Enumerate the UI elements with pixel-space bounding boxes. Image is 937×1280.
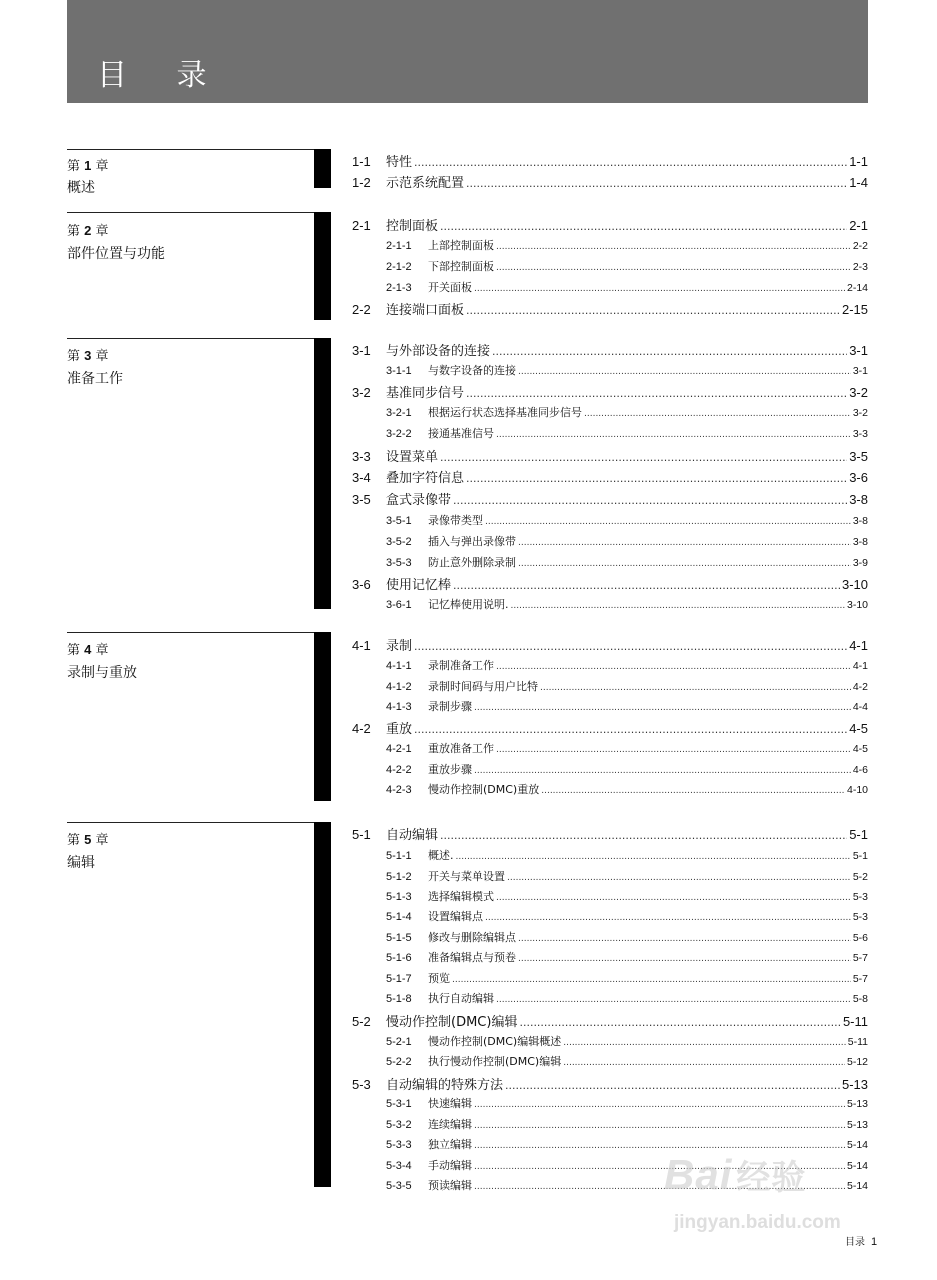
toc-entry-number: 5-1-4 (386, 911, 412, 923)
toc-entry-title: 录制 (386, 639, 413, 654)
toc-entry-number: 3-6-1 (386, 599, 412, 611)
toc-entry-page: 4-6 (852, 764, 868, 776)
toc-entry-title: 基准同步信号 (386, 386, 465, 401)
toc-entry-title: 与外部设备的连接 (386, 344, 491, 359)
toc-entry-page: 3-5 (849, 449, 868, 464)
toc-leader-dots (518, 538, 851, 548)
toc-entry-title: 执行慢动作控制(DMC)编辑 (428, 1055, 562, 1068)
toc-leader-dots (474, 766, 851, 776)
toc-subsection-entry[interactable] (386, 1095, 868, 1112)
toc-entry-page: 3-10 (846, 599, 868, 611)
toc-entry-number: 3-3 (352, 449, 371, 464)
toc-entry-title: 接通基准信号 (428, 427, 494, 440)
toc-entry-page: 3-10 (841, 577, 868, 592)
toc-entry-page: 4-2 (852, 681, 868, 693)
toc-entry-number: 4-1-3 (386, 701, 412, 713)
toc-leader-dots (496, 893, 851, 903)
toc-subsection-entry[interactable] (386, 1053, 868, 1070)
toc-entry-page: 3-6 (849, 470, 868, 485)
toc-entry-title: 录制时间码与用户比特 (428, 680, 538, 693)
toc-leader-dots (518, 559, 851, 569)
toc-entry-number: 4-1-1 (386, 660, 412, 672)
toc-subsection-entry[interactable] (386, 657, 868, 674)
toc-entry-page: 5-7 (852, 973, 868, 985)
toc-entry-number: 5-1-2 (386, 871, 412, 883)
chapter-divider (67, 338, 317, 339)
toc-entry-number: 3-2-1 (386, 407, 412, 419)
toc-entry-number: 2-1-2 (386, 261, 412, 273)
toc-entry-title: 预读编辑 (428, 1179, 472, 1192)
toc-subsection-entry[interactable] (386, 237, 868, 254)
toc-entry-page: 5-13 (846, 1098, 868, 1110)
toc-leader-dots (511, 601, 845, 611)
toc-entry-page: 5-14 (846, 1160, 868, 1172)
toc-section-entry[interactable] (352, 635, 868, 655)
toc-section-entry[interactable] (352, 151, 868, 171)
toc-section-entry[interactable] (352, 446, 868, 466)
toc-subsection-entry[interactable] (386, 908, 868, 925)
toc-entry-number: 5-3-4 (386, 1160, 412, 1172)
toc-entry-number: 4-2-3 (386, 784, 412, 796)
toc-subsection-entry[interactable] (386, 362, 868, 379)
toc-entry-title: 录制步骤 (428, 700, 472, 713)
chapter-label: 第 5 章 (67, 832, 109, 848)
toc-leader-dots (452, 975, 851, 985)
toc-leader-dots (466, 472, 847, 485)
toc-entry-title: 重放步骤 (428, 763, 472, 776)
toc-entry-title: 连接端口面板 (386, 303, 465, 318)
toc-entry-title: 特性 (386, 155, 413, 170)
toc-leader-dots (496, 995, 851, 1005)
footer-page-number: 1 (871, 1236, 878, 1248)
toc-entry-title: 插入与弹出录像带 (428, 535, 516, 548)
toc-entry-title: 慢动作控制(DMC)重放 (428, 783, 540, 796)
toc-entry-page: 5-14 (846, 1139, 868, 1151)
toc-entry-number: 5-1-6 (386, 952, 412, 964)
toc-section-entry[interactable] (352, 1074, 868, 1094)
toc-entry-title: 使用记忆棒 (386, 578, 452, 593)
toc-leader-dots (440, 451, 847, 464)
toc-entry-number: 3-1 (352, 343, 371, 358)
toc-entry-title: 设置编辑点 (428, 910, 483, 923)
toc-leader-dots (518, 367, 851, 377)
toc-entry-number: 2-1-1 (386, 240, 412, 252)
toc-entry-page: 3-3 (852, 428, 868, 440)
toc-entry-number: 1-2 (352, 175, 371, 190)
toc-subsection-entry[interactable] (386, 1033, 868, 1050)
toc-entry-number: 5-1-3 (386, 891, 412, 903)
toc-entry-title: 重放准备工作 (428, 742, 494, 755)
toc-entry-page: 3-8 (852, 536, 868, 548)
toc-subsection-entry[interactable] (386, 929, 868, 946)
toc-subsection-entry[interactable] (386, 847, 868, 864)
toc-section-entry[interactable] (352, 299, 868, 319)
page-header (67, 0, 868, 103)
toc-entry-title: 独立编辑 (428, 1138, 472, 1151)
toc-entry-title: 手动编辑 (428, 1159, 472, 1172)
toc-entry-page: 4-5 (849, 721, 868, 736)
chapter-label: 第 1 章 (67, 158, 109, 174)
toc-entry-number: 5-3-2 (386, 1119, 412, 1131)
toc-leader-dots (456, 852, 851, 862)
toc-section-entry[interactable] (352, 1011, 868, 1031)
toc-leader-dots (518, 954, 851, 964)
toc-leader-dots (414, 156, 847, 169)
toc-leader-dots (474, 703, 851, 713)
toc-entry-page: 5-2 (852, 871, 868, 883)
toc-subsection-entry[interactable] (386, 970, 868, 987)
toc-entry-title: 叠加字符信息 (386, 471, 465, 486)
toc-entry-page: 2-1 (849, 218, 868, 233)
toc-subsection-entry[interactable] (386, 258, 868, 275)
toc-entry-number: 5-1-7 (386, 973, 412, 985)
toc-entry-page: 3-1 (852, 365, 868, 377)
chapter-bar (314, 822, 331, 1187)
toc-entry-number: 3-2 (352, 385, 371, 400)
toc-entry-number: 5-3-5 (386, 1180, 412, 1192)
toc-leader-dots (492, 345, 847, 358)
toc-entry-number: 5-2 (352, 1014, 371, 1029)
toc-entry-page: 5-11 (842, 1014, 868, 1029)
toc-leader-dots (505, 1079, 840, 1092)
toc-entry-title: 执行自动编辑 (428, 992, 494, 1005)
toc-subsection-entry[interactable] (386, 404, 868, 421)
toc-subsection-entry[interactable] (386, 596, 868, 613)
toc-entry-page: 5-8 (852, 993, 868, 1005)
watermark-logo (664, 1150, 879, 1242)
chapter-divider (67, 212, 317, 213)
chapter-name: 编辑 (67, 855, 95, 871)
footer-label: 目录 (845, 1237, 865, 1248)
chapter-name: 部件位置与功能 (67, 246, 165, 262)
toc-leader-dots (414, 640, 847, 653)
toc-entry-title: 自动编辑 (386, 828, 439, 843)
toc-entry-page: 3-8 (852, 515, 868, 527)
toc-leader-dots (496, 662, 851, 672)
toc-entry-page: 2-3 (852, 261, 868, 273)
toc-entry-number: 2-1-3 (386, 282, 412, 294)
toc-section-entry[interactable] (352, 340, 868, 360)
toc-entry-page: 5-1 (852, 850, 868, 862)
toc-entry-title: 开关面板 (428, 281, 472, 294)
toc-entry-number: 5-2-2 (386, 1056, 412, 1068)
toc-entry-title: 防止意外删除录制 (428, 556, 516, 569)
toc-entry-page: 3-2 (852, 407, 868, 419)
chapter-label: 第 4 章 (67, 642, 109, 658)
toc-leader-dots (485, 517, 851, 527)
watermark-url: jingyan.baidu.com (674, 1212, 841, 1233)
toc-entry-number: 5-3-3 (386, 1139, 412, 1151)
toc-entry-page: 3-9 (852, 557, 868, 569)
toc-leader-dots (440, 220, 847, 233)
chapter-divider (67, 149, 317, 150)
toc-section-entry[interactable] (352, 824, 868, 844)
toc-entry-page: 5-3 (852, 911, 868, 923)
toc-entry-page: 5-6 (852, 932, 868, 944)
toc-subsection-entry[interactable] (386, 888, 868, 905)
toc-leader-dots (453, 579, 840, 592)
toc-leader-dots (518, 934, 851, 944)
toc-entry-title: 录制准备工作 (428, 659, 494, 672)
toc-entry-number: 4-1 (352, 638, 371, 653)
toc-entry-title: 选择编辑模式 (428, 890, 494, 903)
chapter-bar (314, 338, 331, 609)
toc-entry-page: 4-5 (852, 743, 868, 755)
toc-subsection-entry[interactable] (386, 533, 868, 550)
toc-section-entry[interactable] (352, 215, 868, 235)
toc-leader-dots (563, 1038, 846, 1048)
toc-leader-dots (519, 1016, 840, 1029)
toc-entry-page: 1-4 (849, 175, 868, 190)
toc-entry-number: 5-1-8 (386, 993, 412, 1005)
toc-entry-title: 盒式录像带 (386, 493, 452, 508)
toc-entry-page: 5-13 (841, 1077, 868, 1092)
toc-leader-dots (496, 263, 851, 273)
toc-leader-dots (496, 430, 851, 440)
toc-entry-title: 设置菜单 (386, 450, 439, 465)
toc-subsection-entry[interactable] (386, 678, 868, 695)
toc-subsection-entry[interactable] (386, 949, 868, 966)
toc-entry-number: 4-1-2 (386, 681, 412, 693)
toc-entry-number: 3-5-3 (386, 557, 412, 569)
toc-entry-number: 4-2-2 (386, 764, 412, 776)
toc-leader-dots (466, 304, 840, 317)
toc-entry-page: 5-1 (849, 827, 868, 842)
toc-entry-number: 5-1-5 (386, 932, 412, 944)
toc-entry-number: 1-1 (352, 154, 371, 169)
toc-leader-dots (541, 786, 845, 796)
toc-subsection-entry[interactable] (386, 761, 868, 778)
toc-section-entry[interactable] (352, 718, 868, 738)
toc-leader-dots (496, 745, 851, 755)
toc-entry-title: 慢动作控制(DMC)编辑概述 (428, 1035, 562, 1048)
toc-entry-number: 5-1 (352, 827, 371, 842)
toc-entry-page: 4-4 (852, 701, 868, 713)
toc-entry-page: 4-10 (846, 784, 868, 796)
toc-entry-title: 准备编辑点与预卷 (428, 951, 516, 964)
toc-leader-dots (466, 177, 847, 190)
toc-entry-title: 与数字设备的连接 (428, 364, 516, 377)
toc-entry-title: 连续编辑 (428, 1118, 472, 1131)
toc-leader-dots (496, 242, 851, 252)
toc-leader-dots (440, 829, 847, 842)
toc-leader-dots (466, 387, 847, 400)
toc-entry-page: 4-1 (849, 638, 868, 653)
chapter-bar (314, 149, 331, 188)
toc-entry-number: 3-6 (352, 577, 371, 592)
toc-entry-number: 5-3 (352, 1077, 371, 1092)
toc-entry-page: 5-14 (846, 1180, 868, 1192)
toc-entry-page: 5-3 (852, 891, 868, 903)
toc-entry-title: 慢动作控制(DMC)编辑 (386, 1015, 518, 1030)
toc-section-entry[interactable] (352, 467, 868, 487)
toc-entry-title: 控制面板 (386, 219, 439, 234)
toc-entry-title: 自动编辑的特殊方法 (386, 1078, 504, 1093)
toc-leader-dots (584, 409, 851, 419)
toc-entry-number: 3-4 (352, 470, 371, 485)
toc-entry-title: 开关与菜单设置 (428, 870, 505, 883)
toc-entry-page: 2-15 (841, 302, 868, 317)
toc-subsection-entry[interactable] (386, 740, 868, 757)
chapter-bar (314, 632, 331, 801)
toc-entry-page: 5-12 (846, 1056, 868, 1068)
toc-entry-title: 下部控制面板 (428, 260, 494, 273)
toc-leader-dots (474, 1121, 845, 1131)
page-title: 目 录 (97, 58, 227, 93)
toc-entry-title: 概述. (428, 849, 454, 862)
toc-entry-number: 3-2-2 (386, 428, 412, 440)
chapter-label: 第 3 章 (67, 348, 109, 364)
toc-entry-number: 2-1 (352, 218, 371, 233)
toc-entry-number: 4-2 (352, 721, 371, 736)
toc-entry-number: 5-1-1 (386, 850, 412, 862)
toc-entry-number: 5-2-1 (386, 1036, 412, 1048)
toc-entry-page: 5-11 (847, 1036, 868, 1048)
toc-entry-title: 重放 (386, 722, 413, 737)
toc-subsection-entry[interactable] (386, 781, 868, 798)
toc-subsection-entry[interactable] (386, 868, 868, 885)
toc-entry-title: 记忆棒使用说明. (428, 598, 509, 611)
toc-entry-title: 上部控制面板 (428, 239, 494, 252)
toc-entry-page: 2-2 (852, 240, 868, 252)
toc-entry-page: 1-1 (849, 154, 868, 169)
toc-subsection-entry[interactable] (386, 1116, 868, 1133)
toc-subsection-entry[interactable] (386, 554, 868, 571)
toc-entry-title: 预览 (428, 972, 450, 985)
toc-entry-page: 5-7 (852, 952, 868, 964)
watermark-brand: Bai 经验 (664, 1151, 807, 1198)
toc-entry-number: 4-2-1 (386, 743, 412, 755)
chapter-divider (67, 822, 317, 823)
toc-entry-page: 3-2 (849, 385, 868, 400)
toc-leader-dots (474, 1100, 845, 1110)
toc-entry-number: 2-2 (352, 302, 371, 317)
toc-entry-title: 录像带类型 (428, 514, 483, 527)
chapter-label: 第 2 章 (67, 223, 109, 239)
toc-leader-dots (563, 1058, 845, 1068)
toc-entry-number: 3-5-2 (386, 536, 412, 548)
toc-entry-page: 3-1 (849, 343, 868, 358)
toc-section-entry[interactable] (352, 172, 868, 192)
chapter-divider (67, 632, 317, 633)
toc-leader-dots (485, 913, 851, 923)
toc-subsection-entry[interactable] (386, 425, 868, 442)
toc-leader-dots (540, 683, 851, 693)
toc-entry-number: 5-3-1 (386, 1098, 412, 1110)
toc-entry-title: 快速编辑 (428, 1097, 472, 1110)
toc-entry-title: 示范系统配置 (386, 176, 465, 191)
toc-section-entry[interactable] (352, 382, 868, 402)
toc-subsection-entry[interactable] (386, 698, 868, 715)
chapter-name: 录制与重放 (67, 665, 137, 681)
toc-entry-page: 4-1 (852, 660, 868, 672)
toc-section-entry[interactable] (352, 489, 868, 509)
toc-subsection-entry[interactable] (386, 990, 868, 1007)
toc-entry-number: 3-5 (352, 492, 371, 507)
toc-leader-dots (507, 873, 851, 883)
toc-leader-dots (474, 284, 845, 294)
toc-entry-title: 根据运行状态选择基准同步信号 (428, 406, 582, 419)
toc-entry-title: 修改与删除编辑点 (428, 931, 516, 944)
toc-leader-dots (414, 723, 847, 736)
toc-subsection-entry[interactable] (386, 512, 868, 529)
toc-leader-dots (453, 494, 847, 507)
chapter-name: 准备工作 (67, 371, 123, 387)
toc-entry-page: 3-8 (849, 492, 868, 507)
chapter-name: 概述 (67, 180, 95, 196)
toc-entry-page: 5-13 (846, 1119, 868, 1131)
toc-section-entry[interactable] (352, 574, 868, 594)
toc-entry-page: 2-14 (846, 282, 868, 294)
toc-entry-number: 3-1-1 (386, 365, 412, 377)
toc-subsection-entry[interactable] (386, 279, 868, 296)
toc-entry-number: 3-5-1 (386, 515, 412, 527)
chapter-bar (314, 212, 331, 320)
